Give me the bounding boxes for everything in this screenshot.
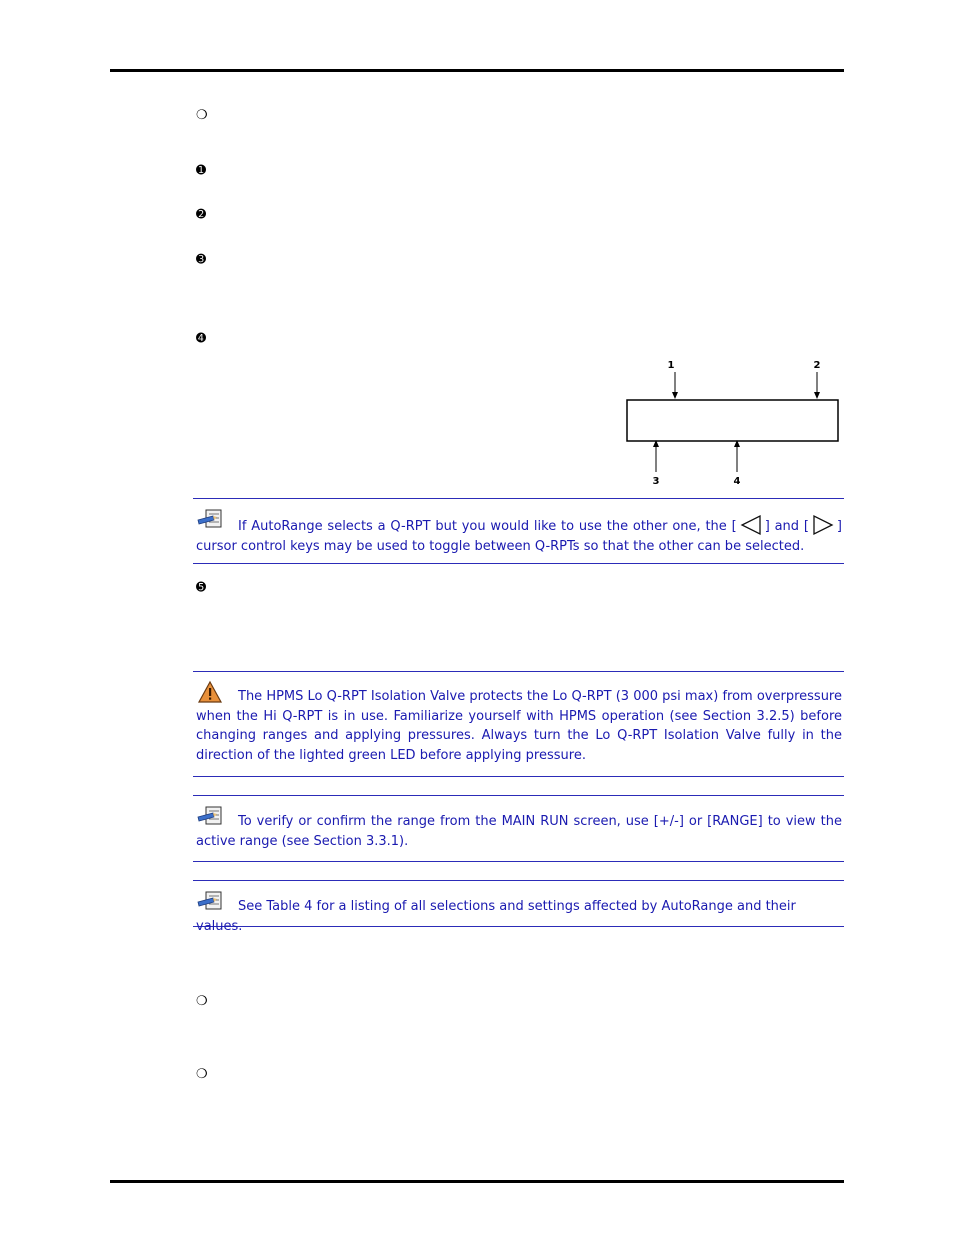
caution-text: The HPMS Lo Q-RPT Isolation Valve protects the Lo Q-RPT (3 000 psi max) from overpressure when the Hi Q-RPT is in use. Familiarize yourself with HPMS operation (see Section 3.2.5) before changing ranges and applying pressures. Always turn the Lo Q-RPT Isolation Valve fully in the direction of the lighted green LED before applying pressure. [196,689,842,763]
note-3-text: See Table 4 for a listing of all selections and settings affected by AutoRange and their values. [196,899,796,934]
caution-isolation-valve [193,671,844,777]
callout-3-label: 3 [652,476,660,487]
open-bullet-icon: ❍ [196,108,208,123]
step-5-bullet-icon: ➎ [196,580,207,594]
note-2-text: To verify or confirm the range from the MAIN RUN screen, use [+/-] or [RANGE] to view the active range (see Section 3.3.1). [196,814,842,849]
step-3-bullet-icon: ➌ [196,252,207,266]
right-arrow-key-icon [810,514,836,536]
callout-2-label: 2 [813,360,821,371]
display-box [627,400,838,441]
footer-rule [110,1180,844,1183]
step-1-bullet-icon: ➊ [196,163,207,177]
callout-1-arrowhead [672,392,678,399]
callout-2-arrowhead [814,392,820,399]
display-callout-diagram [600,350,850,490]
callout-4-label: 4 [733,476,741,487]
note-1-text-c: ] cursor control keys may be used to toggle between Q-RPTs so that the other can be selected. [196,519,842,554]
note-table-4 [193,880,844,934]
open-bullet-icon: ❍ [196,994,208,1009]
step-2-bullet-icon: ➋ [196,207,207,221]
note-1-text-a: If AutoRange selects a Q-RPT but you would like to use the other one, the [ [238,519,737,534]
left-arrow-key-icon [738,514,764,536]
step-4-bullet-icon: ➍ [196,331,207,345]
callout-1-label: 1 [667,360,675,371]
header-rule [110,69,844,72]
open-bullet-icon: ❍ [196,1067,208,1082]
note-1-text-b: ] and [ [764,519,809,534]
note-verify-range [193,795,844,862]
note-autorange-toggle [193,498,844,564]
